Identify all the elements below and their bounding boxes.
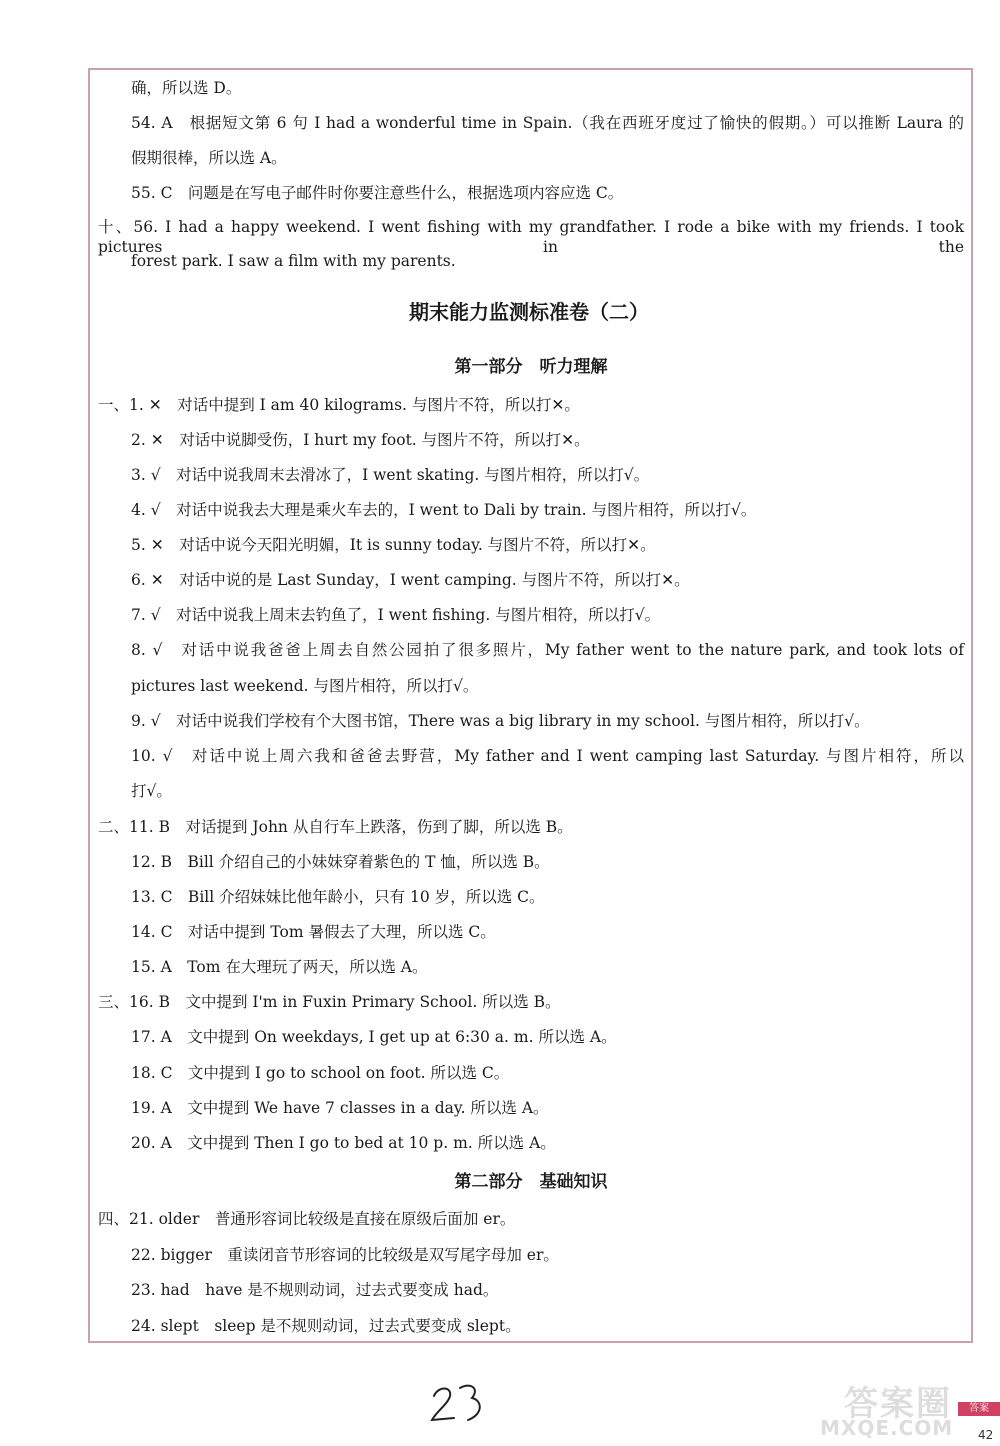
page-number: 42: [978, 1428, 994, 1442]
part-one-title: 第一部分 听力理解: [454, 357, 608, 377]
answer-line: 23. had have 是不规则动词，过去式要变成 had。: [131, 1281, 499, 1299]
answer-line: 2. ✕ 对话中说脚受伤，I hurt my foot. 与图片不符，所以打✕。: [131, 431, 590, 449]
answer-line: 18. C 文中提到 I go to school on foot. 所以选 C。: [131, 1064, 510, 1082]
answer-line: 三、16. B 文中提到 I'm in Fuxin Primary School. 所以选 B。: [98, 993, 561, 1011]
handwritten-number: [428, 1380, 488, 1424]
watermark-top: 答案圈: [844, 1384, 952, 1424]
answer-line: 5. ✕ 对话中说今天阳光明媚，It is sunny today. 与图片不符，所以打✕。: [131, 536, 656, 554]
answer-line: 二、11. B 对话提到 John 从自行车上跌落，伤到了脚，所以选 B。: [98, 818, 573, 836]
answer-line: 13. C Bill 介绍妹妹比他年龄小，只有 10 岁，所以选 C。: [131, 888, 545, 906]
exam-title: 期末能力监测标准卷（二）: [409, 300, 649, 324]
answer-line: 24. slept sleep 是不规则动词，过去式要变成 slept。: [131, 1317, 521, 1335]
answer-line: 14. C 对话中提到 Tom 暑假去了大理，所以选 C。: [131, 923, 496, 941]
answer-line: pictures last weekend. 与图片相符，所以打√。: [131, 677, 479, 695]
watermark-bottom: MXQE.COM: [820, 1416, 954, 1440]
answer-line: 19. A 文中提到 We have 7 classes in a day. 所以选 A。: [131, 1099, 549, 1117]
answer-line: forest park. I saw a film with my parents.: [131, 252, 456, 270]
answer-line: 12. B Bill 介绍自己的小妹妹穿着紫色的 T 恤，所以选 B。: [131, 853, 550, 871]
answer-line: 十、56. I had a happy weekend. I went fishing with my grandfather. I rode a bike with my friends. I took pictures in the: [98, 218, 964, 256]
answer-line: 9. √ 对话中说我们学校有个大图书馆，There was a big library in my school. 与图片相符，所以打√。: [131, 712, 870, 730]
answer-line: 17. A 文中提到 On weekdays, I get up at 6:30 a. m. 所以选 A。: [131, 1028, 617, 1046]
answer-line: 假期很棒，所以选 A。: [131, 149, 287, 167]
answer-line: 55. C 问题是在写电子邮件时你要注意些什么，根据选项内容应选 C。: [131, 184, 624, 202]
answer-line: 4. √ 对话中说我去大理是乘火车去的，I went to Dali by train. 与图片相符，所以打√。: [131, 501, 757, 519]
answer-line: 8. √ 对话中说我爸爸上周去自然公园拍了很多照片，My father went to the nature park, and took lots of: [131, 641, 964, 659]
answer-line: 3. √ 对话中说我周末去滑冰了，I went skating. 与图片相符，所以打√。: [131, 466, 650, 484]
answer-line: 7. √ 对话中说我上周末去钓鱼了，I went fishing. 与图片相符，所以打√。: [131, 606, 661, 624]
answer-line: 10. √ 对话中说上周六我和爸爸去野营，My father and I went camping last Saturday. 与图片相符，所以: [131, 747, 964, 765]
answer-line: 打√。: [131, 782, 172, 800]
answer-line: 四、21. older 普通形容词比较级是直接在原级后面加 er。: [98, 1210, 516, 1228]
answer-line: 一、1. ✕ 对话中提到 I am 40 kilograms. 与图片不符，所以打✕。: [98, 396, 580, 414]
answer-line: 6. ✕ 对话中说的是 Last Sunday，I went camping. 与图片不符，所以打✕。: [131, 571, 690, 589]
answer-line: 54. A 根据短文第 6 句 I had a wonderful time in Spain.（我在西班牙度过了愉快的假期。）可以推断 Laura 的: [131, 114, 964, 132]
answer-tab: 答案: [958, 1402, 1000, 1416]
answer-line: 22. bigger 重读闭音节形容词的比较级是双写尾字母加 er。: [131, 1246, 559, 1264]
answer-line: 20. A 文中提到 Then I go to bed at 10 p. m. 所以选 A。: [131, 1134, 556, 1152]
part-two-title: 第二部分 基础知识: [454, 1172, 608, 1192]
answer-line: 确，所以选 D。: [131, 79, 242, 97]
answer-line: 15. A Tom 在大理玩了两天，所以选 A。: [131, 958, 428, 976]
